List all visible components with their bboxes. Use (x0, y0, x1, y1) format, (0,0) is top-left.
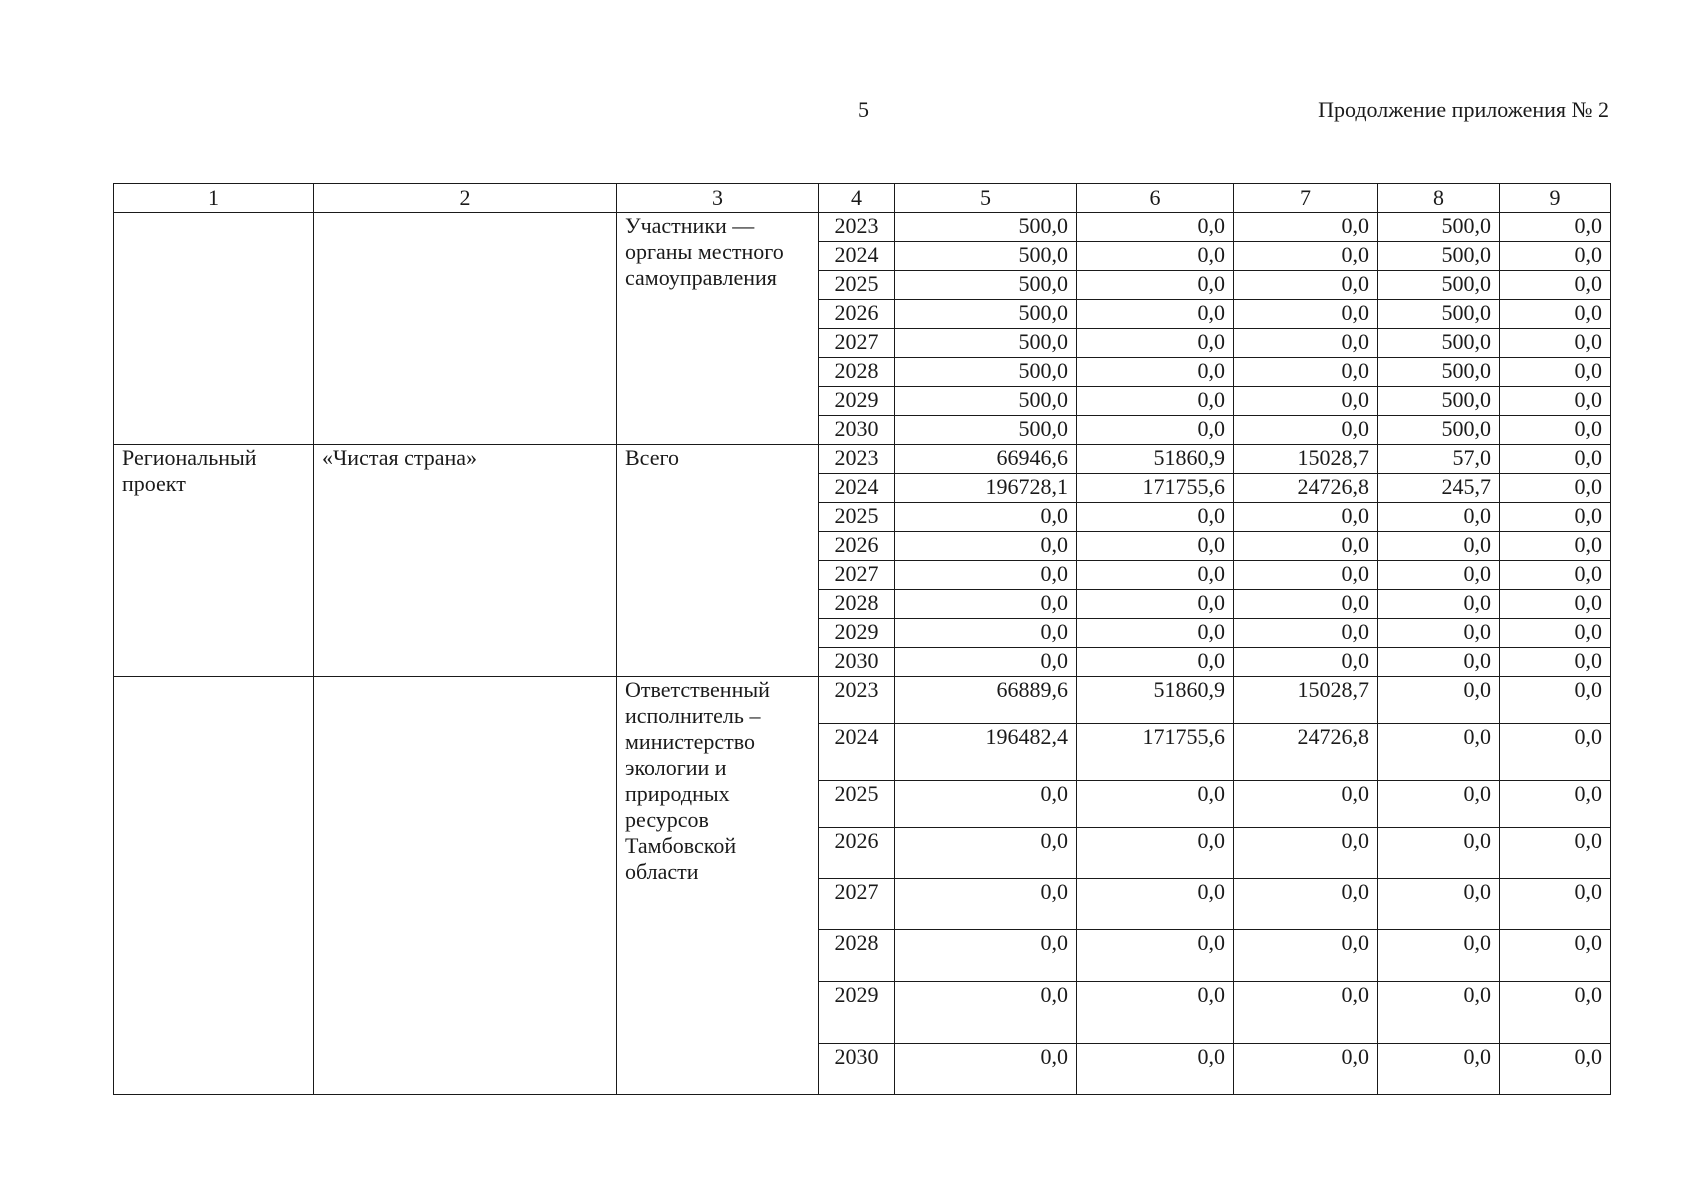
amount-cell: 0,0 (1077, 213, 1234, 242)
column-header: 3 (617, 184, 819, 213)
amount-cell: 500,0 (1378, 329, 1500, 358)
amount-cell: 0,0 (1077, 781, 1234, 828)
amount-cell: 0,0 (1378, 724, 1500, 781)
amount-cell: 0,0 (1500, 387, 1611, 416)
program-type-cell: Региональный проект (114, 445, 314, 677)
page-number: 5 (858, 97, 869, 122)
amount-cell: 0,0 (1234, 781, 1378, 828)
amount-cell: 0,0 (1077, 387, 1234, 416)
amount-cell: 0,0 (1077, 242, 1234, 271)
amount-cell: 0,0 (1077, 1044, 1234, 1095)
amount-cell: 0,0 (1378, 648, 1500, 677)
participant-cell: Ответственный исполнитель – министерство экологии и природных ресурсов Тамбовской области (617, 677, 819, 1095)
year-cell: 2024 (819, 474, 895, 503)
year-cell: 2026 (819, 532, 895, 561)
amount-cell: 0,0 (1234, 387, 1378, 416)
amount-cell: 0,0 (1077, 358, 1234, 387)
amount-cell: 0,0 (1500, 1044, 1611, 1095)
amount-cell: 51860,9 (1077, 677, 1234, 724)
amount-cell: 500,0 (895, 416, 1077, 445)
amount-cell: 0,0 (1500, 503, 1611, 532)
amount-cell: 0,0 (1500, 828, 1611, 879)
amount-cell: 171755,6 (1077, 724, 1234, 781)
year-cell: 2026 (819, 828, 895, 879)
amount-cell: 0,0 (1077, 416, 1234, 445)
year-cell: 2024 (819, 724, 895, 781)
amount-cell: 500,0 (895, 300, 1077, 329)
amount-cell: 0,0 (1500, 242, 1611, 271)
amount-cell: 0,0 (1234, 329, 1378, 358)
table-body (114, 213, 1611, 1095)
amount-cell: 15028,7 (1234, 445, 1378, 474)
participant-cell: Участники — органы местного самоуправления (617, 213, 819, 445)
amount-cell: 0,0 (895, 828, 1077, 879)
amount-cell: 0,0 (1234, 416, 1378, 445)
year-cell: 2025 (819, 781, 895, 828)
year-cell: 2027 (819, 561, 895, 590)
year-cell: 2028 (819, 930, 895, 982)
amount-cell: 500,0 (1378, 271, 1500, 300)
amount-cell: 0,0 (1234, 503, 1378, 532)
amount-cell: 0,0 (1500, 648, 1611, 677)
column-header: 9 (1500, 184, 1611, 213)
amount-cell: 0,0 (1077, 828, 1234, 879)
amount-cell: 0,0 (1378, 781, 1500, 828)
amount-cell: 0,0 (1500, 930, 1611, 982)
amount-cell: 0,0 (1500, 358, 1611, 387)
amount-cell: 500,0 (895, 358, 1077, 387)
amount-cell: 500,0 (1378, 416, 1500, 445)
amount-cell: 0,0 (1500, 416, 1611, 445)
amount-cell: 500,0 (895, 271, 1077, 300)
year-cell: 2025 (819, 271, 895, 300)
project-name-cell (314, 677, 617, 1095)
year-cell: 2030 (819, 416, 895, 445)
amount-cell: 500,0 (895, 329, 1077, 358)
amount-cell: 51860,9 (1077, 445, 1234, 474)
amount-cell: 0,0 (1077, 619, 1234, 648)
amount-cell: 0,0 (1378, 930, 1500, 982)
amount-cell: 24726,8 (1234, 724, 1378, 781)
amount-cell: 0,0 (895, 1044, 1077, 1095)
amount-cell: 0,0 (895, 982, 1077, 1044)
amount-cell: 66889,6 (895, 677, 1077, 724)
amount-cell: 500,0 (1378, 213, 1500, 242)
amount-cell: 0,0 (1234, 879, 1378, 930)
program-type-cell (114, 213, 314, 445)
amount-cell: 171755,6 (1077, 474, 1234, 503)
amount-cell: 15028,7 (1234, 677, 1378, 724)
amount-cell: 0,0 (1077, 271, 1234, 300)
amount-cell: 0,0 (1234, 619, 1378, 648)
amount-cell: 0,0 (1077, 930, 1234, 982)
amount-cell: 0,0 (1234, 590, 1378, 619)
amount-cell: 0,0 (895, 879, 1077, 930)
amount-cell: 0,0 (1077, 648, 1234, 677)
amount-cell: 0,0 (1234, 532, 1378, 561)
amount-cell: 0,0 (1378, 590, 1500, 619)
amount-cell: 0,0 (1077, 561, 1234, 590)
amount-cell: 0,0 (1500, 677, 1611, 724)
year-cell: 2030 (819, 648, 895, 677)
amount-cell: 0,0 (1500, 271, 1611, 300)
project-name-cell: «Чистая страна» (314, 445, 617, 677)
amount-cell: 0,0 (1077, 300, 1234, 329)
amount-cell: 196482,4 (895, 724, 1077, 781)
amount-cell: 500,0 (895, 213, 1077, 242)
program-type-cell (114, 677, 314, 1095)
year-cell: 2024 (819, 242, 895, 271)
column-header: 7 (1234, 184, 1378, 213)
amount-cell: 0,0 (1234, 300, 1378, 329)
participant-cell: Всего (617, 445, 819, 677)
amount-cell: 0,0 (1500, 300, 1611, 329)
year-cell: 2029 (819, 387, 895, 416)
project-name-cell (314, 213, 617, 445)
year-cell: 2028 (819, 358, 895, 387)
amount-cell: 0,0 (1378, 561, 1500, 590)
year-cell: 2025 (819, 503, 895, 532)
amount-cell: 0,0 (1500, 213, 1611, 242)
amount-cell: 0,0 (1378, 532, 1500, 561)
amount-cell: 0,0 (1077, 503, 1234, 532)
year-cell: 2023 (819, 677, 895, 724)
amount-cell: 0,0 (1077, 532, 1234, 561)
amount-cell: 0,0 (1234, 1044, 1378, 1095)
amount-cell: 0,0 (1234, 242, 1378, 271)
amount-cell: 0,0 (1378, 677, 1500, 724)
amount-cell: 0,0 (895, 561, 1077, 590)
amount-cell: 0,0 (1077, 329, 1234, 358)
amount-cell: 0,0 (895, 781, 1077, 828)
table-row (114, 677, 1611, 724)
year-cell: 2029 (819, 619, 895, 648)
amount-cell: 0,0 (1500, 561, 1611, 590)
year-cell: 2030 (819, 1044, 895, 1095)
amount-cell: 0,0 (895, 619, 1077, 648)
amount-cell: 66946,6 (895, 445, 1077, 474)
amount-cell: 0,0 (1234, 213, 1378, 242)
amount-cell: 0,0 (1500, 532, 1611, 561)
amount-cell: 0,0 (1234, 648, 1378, 677)
amount-cell: 0,0 (1500, 474, 1611, 503)
year-cell: 2029 (819, 982, 895, 1044)
year-cell: 2023 (819, 445, 895, 474)
amount-cell: 0,0 (1378, 879, 1500, 930)
year-cell: 2023 (819, 213, 895, 242)
amount-cell: 0,0 (1500, 879, 1611, 930)
amount-cell: 0,0 (1500, 982, 1611, 1044)
amount-cell: 0,0 (1378, 1044, 1500, 1095)
amount-cell: 500,0 (1378, 358, 1500, 387)
year-cell: 2027 (819, 329, 895, 358)
column-header: 4 (819, 184, 895, 213)
budget-table (113, 183, 1611, 1095)
amount-cell: 0,0 (895, 590, 1077, 619)
amount-cell: 0,0 (1500, 445, 1611, 474)
amount-cell: 0,0 (1500, 781, 1611, 828)
amount-cell: 0,0 (895, 930, 1077, 982)
amount-cell: 0,0 (895, 503, 1077, 532)
amount-cell: 500,0 (895, 242, 1077, 271)
amount-cell: 0,0 (1234, 561, 1378, 590)
amount-cell: 0,0 (895, 648, 1077, 677)
column-header: 8 (1378, 184, 1500, 213)
amount-cell: 0,0 (1378, 828, 1500, 879)
amount-cell: 0,0 (1234, 930, 1378, 982)
amount-cell: 0,0 (1234, 982, 1378, 1044)
column-header: 2 (314, 184, 617, 213)
amount-cell: 0,0 (1234, 271, 1378, 300)
amount-cell: 0,0 (1077, 590, 1234, 619)
year-cell: 2028 (819, 590, 895, 619)
column-header: 6 (1077, 184, 1234, 213)
amount-cell: 500,0 (1378, 300, 1500, 329)
amount-cell: 0,0 (1378, 619, 1500, 648)
amount-cell: 0,0 (1500, 590, 1611, 619)
amount-cell: 0,0 (895, 532, 1077, 561)
amount-cell: 0,0 (1378, 503, 1500, 532)
amount-cell: 0,0 (1500, 724, 1611, 781)
amount-cell: 0,0 (1234, 358, 1378, 387)
amount-cell: 0,0 (1500, 619, 1611, 648)
amount-cell: 0,0 (1234, 828, 1378, 879)
year-cell: 2026 (819, 300, 895, 329)
amount-cell: 57,0 (1378, 445, 1500, 474)
amount-cell: 500,0 (895, 387, 1077, 416)
table-row (114, 445, 1611, 474)
page-caption: Продолжение приложения № 2 (1318, 97, 1609, 122)
amount-cell: 500,0 (1378, 242, 1500, 271)
column-header: 5 (895, 184, 1077, 213)
amount-cell: 245,7 (1378, 474, 1500, 503)
amount-cell: 0,0 (1077, 982, 1234, 1044)
amount-cell: 0,0 (1378, 982, 1500, 1044)
column-header: 1 (114, 184, 314, 213)
column-number-row (114, 184, 1611, 213)
amount-cell: 24726,8 (1234, 474, 1378, 503)
amount-cell: 0,0 (1077, 879, 1234, 930)
table-row (114, 213, 1611, 242)
year-cell: 2027 (819, 879, 895, 930)
amount-cell: 500,0 (1378, 387, 1500, 416)
amount-cell: 0,0 (1500, 329, 1611, 358)
amount-cell: 196728,1 (895, 474, 1077, 503)
